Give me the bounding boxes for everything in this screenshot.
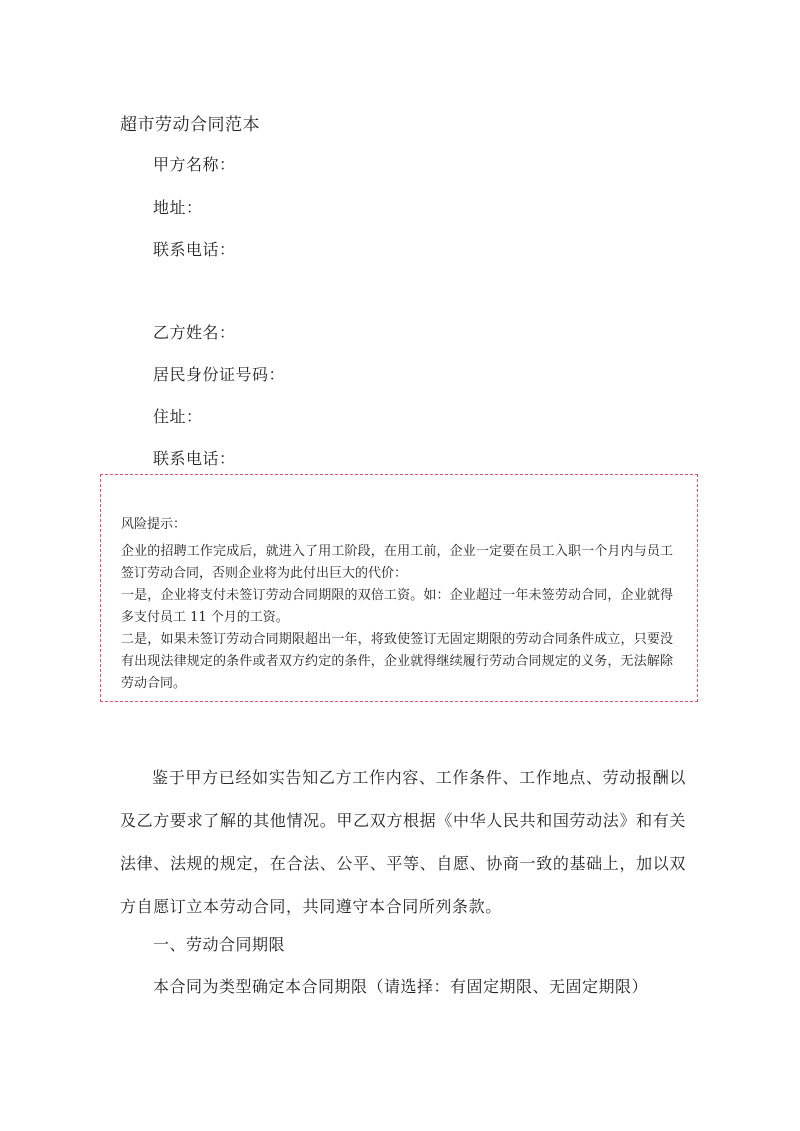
risk-notice-title: 风险提示： <box>121 517 187 532</box>
preamble-paragraph: 鉴于甲方已经如实告知乙方工作内容、工作条件、工作地点、劳动报酬以及乙方要求了解的其他情况。甲乙双方根据《中华人民共和国劳动法》和有关法律、法规的规定，在合法、公平、平等、自愿、协商一致的基础上，加以双方自愿订立本劳动合同，共同遵守本合同所列条款。 <box>120 768 686 916</box>
party-b-name-label: 乙方姓名： <box>153 323 236 342</box>
section-1-text: 本合同为类型确定本合同期限（请选择：有固定期限、无固定期限） <box>153 977 649 996</box>
document-title: 超市劳动合同范本 <box>120 115 260 135</box>
risk-notice-line: 一是，企业将支付未签订劳动合同期限的双倍工资。如：企业超过一年未签劳动合同，企业就得多支付员工 11 个月的工资。 <box>121 588 673 625</box>
party-b-id-label: 居民身份证号码： <box>153 365 286 384</box>
risk-notice-line: 企业的招聘工作完成后，就进入了用工阶段，在用工前，企业一定要在员工入职一个月内与员工签订劳动合同，否则企业将为此付出巨大的代价： <box>121 544 673 581</box>
party-b-address-label: 住址： <box>153 407 203 426</box>
party-a-name-label: 甲方名称： <box>153 155 236 174</box>
risk-notice-body <box>121 541 673 695</box>
section-1-heading: 一、劳动合同期限 <box>153 935 286 954</box>
risk-notice-box <box>100 474 698 702</box>
party-a-phone-label: 联系电话： <box>153 240 236 259</box>
party-b-phone-label: 联系电话： <box>153 449 236 468</box>
party-a-address-label: 地址： <box>153 198 203 217</box>
risk-notice-line: 二是，如果未签订劳动合同期限超出一年，将致使签订无固定期限的劳动合同条件成立，只要没有出现法律规定的条件或者双方约定的条件，企业就得继续履行劳动合同规定的义务，无法解除劳动合同。 <box>121 632 673 691</box>
